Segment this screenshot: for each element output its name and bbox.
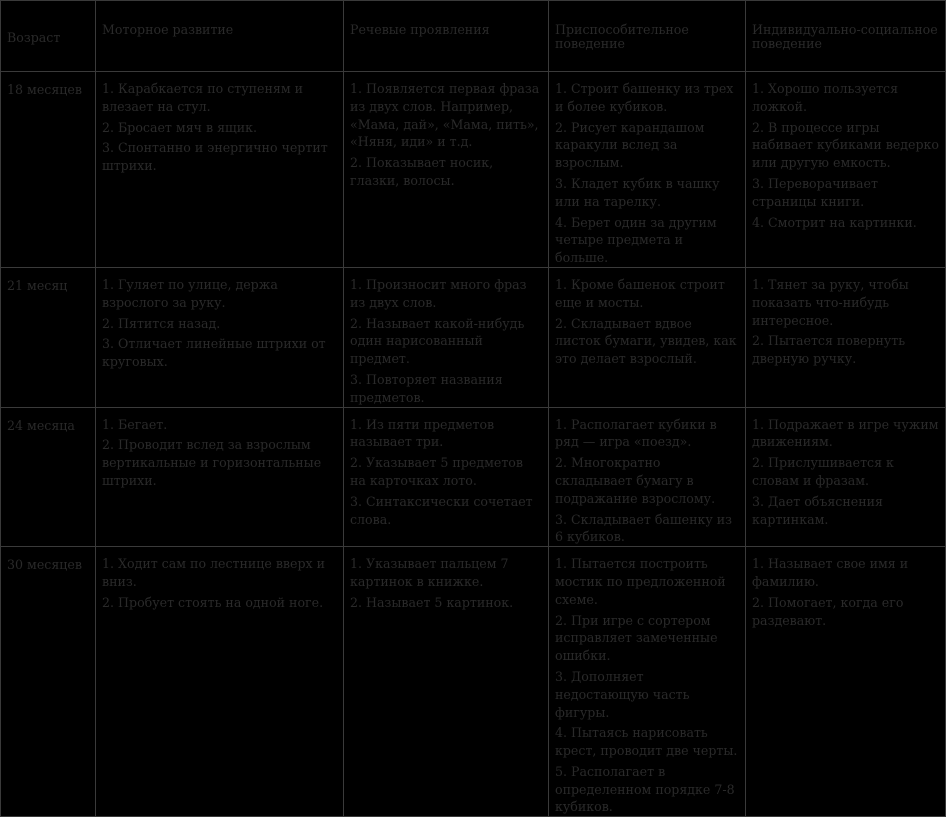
list-item: 1. Произносит много фраз из двух слов.	[350, 276, 527, 310]
age-cell: 30 месяцев	[1, 547, 96, 817]
age-cell: 18 месяцев	[1, 72, 96, 268]
list-item: 4. Пытаясь нарисовать крест, проводит две черты.	[555, 725, 738, 759]
list-item: 1. Ходит сам по лестнице вверх и вниз.	[102, 556, 326, 589]
list-item: 2. Прислушивается к словам и фразам.	[752, 455, 894, 488]
list-item: 2. В процессе игры набивает кубиками ведерко или другую емкость.	[752, 119, 939, 171]
header-motor: Моторное развитие	[96, 1, 344, 72]
list-item: 1. Подражает в игре чужим движениям.	[752, 416, 939, 450]
adaptive-cell	[549, 547, 746, 817]
list-item: 2. Пробует стоять на одной ноге.	[102, 594, 324, 610]
list-item: 5. Располагает в определенном порядке 7-8 кубиков.	[555, 763, 735, 815]
list-item: 3. Складывает башенку из 6 кубиков.	[555, 511, 733, 545]
list-item: 3. Переворачивает страницы книги.	[752, 175, 878, 209]
list-item: 1. Из пяти предметов называет три.	[350, 416, 495, 450]
list-item: 1. Появляется первая фраза из двух слов. Например, «Мама, дай», «Мама, пить», «Няня, иди» и т.д.	[350, 81, 540, 150]
list-item: 2. Рисует карандашом каракули вслед за взрослым.	[555, 119, 705, 171]
list-item: 2. Помогает, когда его раздевают.	[752, 594, 904, 628]
list-item: 1. Называет свое имя и фамилию.	[752, 556, 909, 589]
list-item: 2. Бросает мяч в ящик.	[102, 119, 257, 135]
header-adaptive: Приспособительное поведение	[549, 1, 746, 72]
list-item: 2. Называет какой-нибудь один нарисованный предмет.	[350, 315, 525, 367]
list-item: 1. Строит башенку из трех и более кубиков.	[555, 81, 734, 114]
age-cell: 21 месяц	[1, 267, 96, 407]
table-row	[1, 547, 946, 817]
list-item: 3. Кладет кубик в чашку или на тарелку.	[555, 175, 720, 209]
social-cell	[746, 72, 946, 268]
table-row	[1, 72, 946, 268]
list-item: 1. Тянет за руку, чтобы показать что-нибудь интересное.	[752, 276, 909, 328]
list-item: 1. Хорошо пользуется ложкой.	[752, 81, 899, 114]
list-item: 1. Гуляет по улице, держа взрослого за руку.	[102, 276, 278, 310]
list-item: 1. Пытается построить мостик по предложенной схеме.	[555, 556, 726, 607]
list-item: 4. Смотрит на картинки.	[752, 214, 917, 230]
list-item: 3. Спонтанно и энергично чертит штрихи.	[102, 140, 328, 174]
motor-cell	[96, 72, 344, 268]
list-item: 3. Повторяет названия предметов.	[350, 371, 503, 405]
list-item: 3. Отличает линейные штрихи от круговых.	[102, 336, 326, 370]
speech-cell	[344, 547, 549, 817]
list-item: 2. Указывает 5 предметов на карточках лото.	[350, 455, 523, 488]
list-item: 1. Кроме башенок строит еще и мосты.	[555, 276, 725, 310]
list-item: 2. Многократно складывает бумагу в подражание взрослому.	[555, 455, 716, 506]
header-social: Индивидуально-социальное поведение	[746, 1, 946, 72]
list-item: 2. Показывает носик, глазки, волосы.	[350, 155, 494, 188]
list-item: 2. Проводит вслед за взрослым вертикальные и горизонтальные штрихи.	[102, 437, 322, 488]
list-item: 3. Дополняет недостающую часть фигуры.	[555, 668, 690, 720]
list-item: 2. При игре с сортером исправляет замеченные ошибки.	[555, 612, 718, 664]
adaptive-cell	[549, 72, 746, 268]
header-speech: Речевые проявления	[344, 1, 549, 72]
motor-cell	[96, 407, 344, 547]
speech-cell	[344, 267, 549, 407]
list-item: 2. Называет 5 картинок.	[350, 594, 514, 610]
social-cell	[746, 547, 946, 817]
list-item: 1. Располагает кубики в ряд — игра «поезд».	[555, 416, 717, 450]
motor-cell	[96, 547, 344, 817]
list-item: 4. Берет один за другим четыре предмета и больше.	[555, 214, 717, 266]
speech-cell	[344, 407, 549, 547]
header-row	[1, 1, 946, 72]
header-age: Возраст	[1, 1, 96, 72]
table-row	[1, 407, 946, 547]
list-item: 2. Складывает вдвое листок бумаги, увидев, как это делает взрослый.	[555, 315, 737, 367]
list-item: 1. Карабкается по ступеням и влезает на стул.	[102, 81, 304, 114]
list-item: 2. Пытается повернуть дверную ручку.	[752, 333, 906, 367]
age-cell: 24 месяца	[1, 407, 96, 547]
list-item: 3. Синтаксически сочетает слова.	[350, 493, 533, 527]
list-item: 1. Бегает.	[102, 416, 168, 432]
speech-cell	[344, 72, 549, 268]
list-item: 1. Указывает пальцем 7 картинок в книжке.	[350, 556, 509, 589]
adaptive-cell	[549, 407, 746, 547]
social-cell	[746, 267, 946, 407]
list-item: 2. Пятится назад.	[102, 315, 221, 331]
table-row	[1, 267, 946, 407]
list-item: 3. Дает объяснения картинкам.	[752, 493, 883, 527]
adaptive-cell	[549, 267, 746, 407]
motor-cell	[96, 267, 344, 407]
social-cell	[746, 407, 946, 547]
